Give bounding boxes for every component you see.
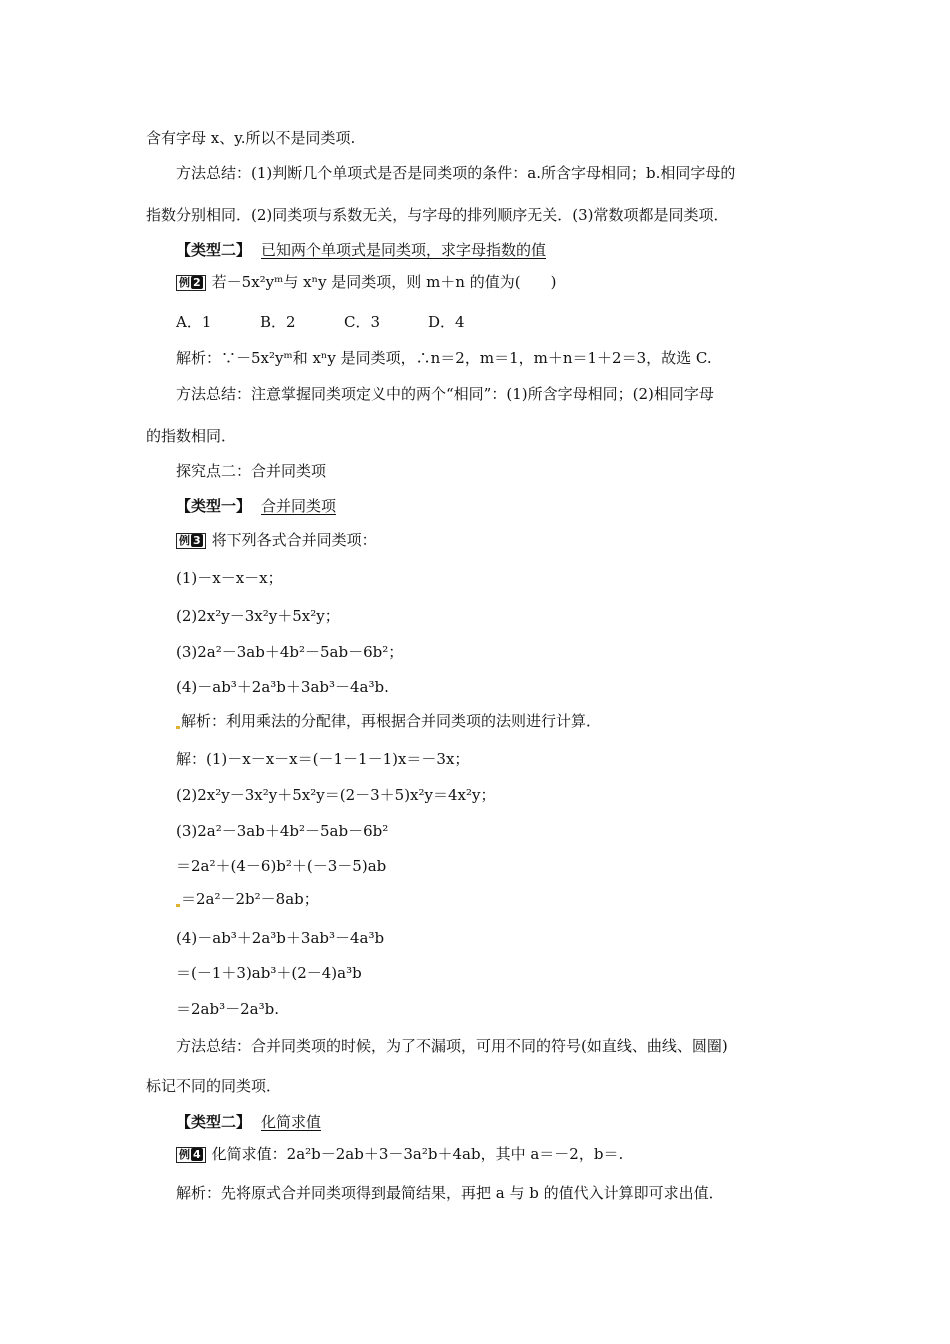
option-c: C．3 — [344, 313, 381, 331]
question-3: (3)2a²－3ab＋4b²－5ab－6b²； — [176, 643, 404, 661]
option-a: A．1 — [176, 313, 212, 331]
example-4 — [176, 1144, 623, 1164]
solution-1: 解：(1)－x－x－x＝(－1－1－1)x＝－3x； — [176, 750, 470, 768]
solution-4-line-1: (4)－ab³＋2a³b＋3ab³－4a³b — [176, 929, 385, 947]
type-heading — [176, 240, 546, 260]
edit-mark — [176, 726, 180, 729]
method-summary-2-cont: 的指数相同． — [146, 427, 237, 445]
exploration-point-2: 探究点二：合并同类项 — [176, 462, 327, 480]
solution-4-line-3: ＝2ab³－2a³b. — [176, 1000, 279, 1018]
question-1: (1)－x－x－x； — [176, 569, 283, 587]
badge-number: 4 — [193, 1148, 201, 1161]
analysis-text: 解析：利用乘法的分配律，再根据合并同类项的法则进行计算． — [181, 712, 602, 730]
badge-prefix: 例 — [179, 1148, 190, 1161]
solution-3-line-3 — [176, 889, 319, 909]
method-summary-1-cont: 指数分别相同．(2)同类项与系数无关，与字母的排列顺序无关．(3)常数项都是同类项． — [146, 206, 729, 224]
type-topic: 合并同类项 — [261, 497, 337, 515]
example-3 — [176, 530, 377, 550]
question-4: (4)－ab³＋2a³b＋3ab³－4a³b. — [176, 678, 389, 696]
solution-3-line-1: (3)2a²－3ab＋4b²－5ab－6b² — [176, 822, 389, 840]
method-summary-3: 方法总结：合并同类项的时候，为了不漏项，可用不同的符号(如直线、曲线、圆圈) — [176, 1037, 728, 1055]
type-topic: 化简求值 — [261, 1113, 322, 1131]
type-heading — [176, 496, 336, 516]
example-2 — [176, 272, 556, 292]
method-summary-2: 方法总结：注意掌握同类项定义中的两个“相同”：(1)所含字母相同；(2)相同字母 — [176, 385, 714, 403]
type-heading — [176, 1112, 321, 1132]
method-summary-1: 方法总结：(1)判断几个单项式是否是同类项的条件：a.所含字母相同；b.相同字母的 — [176, 164, 736, 182]
option-d: D．4 — [428, 313, 465, 331]
badge-number: 2 — [193, 276, 201, 289]
edit-mark — [176, 904, 180, 907]
badge-prefix: 例 — [179, 276, 190, 289]
example-question: 将下列各式合并同类项： — [211, 531, 377, 549]
solution-4-line-2: ＝(－1＋3)ab³＋(2－4)a³b — [176, 964, 362, 982]
example-4-analysis: 解析：先将原式合并同类项得到最简结果，再把 a 与 b 的值代入计算即可求出值． — [176, 1184, 724, 1202]
example-2-analysis: 解析：∵－5x²yᵐ和 xⁿy 是同类项，∴n＝2，m＝1，m＋n＝1＋2＝3，故选 C. — [176, 349, 712, 367]
type-label: 【类型二】 — [176, 1113, 252, 1131]
example-badge — [176, 275, 206, 291]
type-label: 【类型二】 — [176, 241, 252, 259]
text-line: 含有字母 x、y.所以不是同类项. — [146, 129, 356, 147]
method-summary-3-cont: 标记不同的同类项． — [146, 1077, 282, 1095]
example-question: 若－5x²yᵐ与 xⁿy 是同类项，则 m＋n 的值为( ) — [211, 273, 557, 291]
question-2: (2)2x²y－3x²y＋5x²y； — [176, 607, 340, 625]
type-label: 【类型一】 — [176, 497, 252, 515]
badge-prefix: 例 — [179, 534, 190, 547]
solution-text: ＝2a²－2b²－8ab； — [181, 890, 319, 908]
solution-2: (2)2x²y－3x²y＋5x²y＝(2－3＋5)x²y＝4x²y； — [176, 786, 496, 804]
example-badge — [176, 1147, 206, 1163]
option-b: B．2 — [260, 313, 296, 331]
solution-3-line-2: ＝2a²＋(4－6)b²＋(－3－5)ab — [176, 857, 387, 875]
example-3-analysis — [176, 711, 601, 731]
type-topic: 已知两个单项式是同类项，求字母指数的值 — [261, 241, 547, 259]
example-badge — [176, 533, 206, 549]
badge-number: 3 — [193, 534, 201, 547]
options-row — [176, 312, 512, 332]
example-question: 化简求值：2a²b－2ab＋3－3a²b＋4ab，其中 a＝－2，b＝. — [211, 1145, 624, 1163]
